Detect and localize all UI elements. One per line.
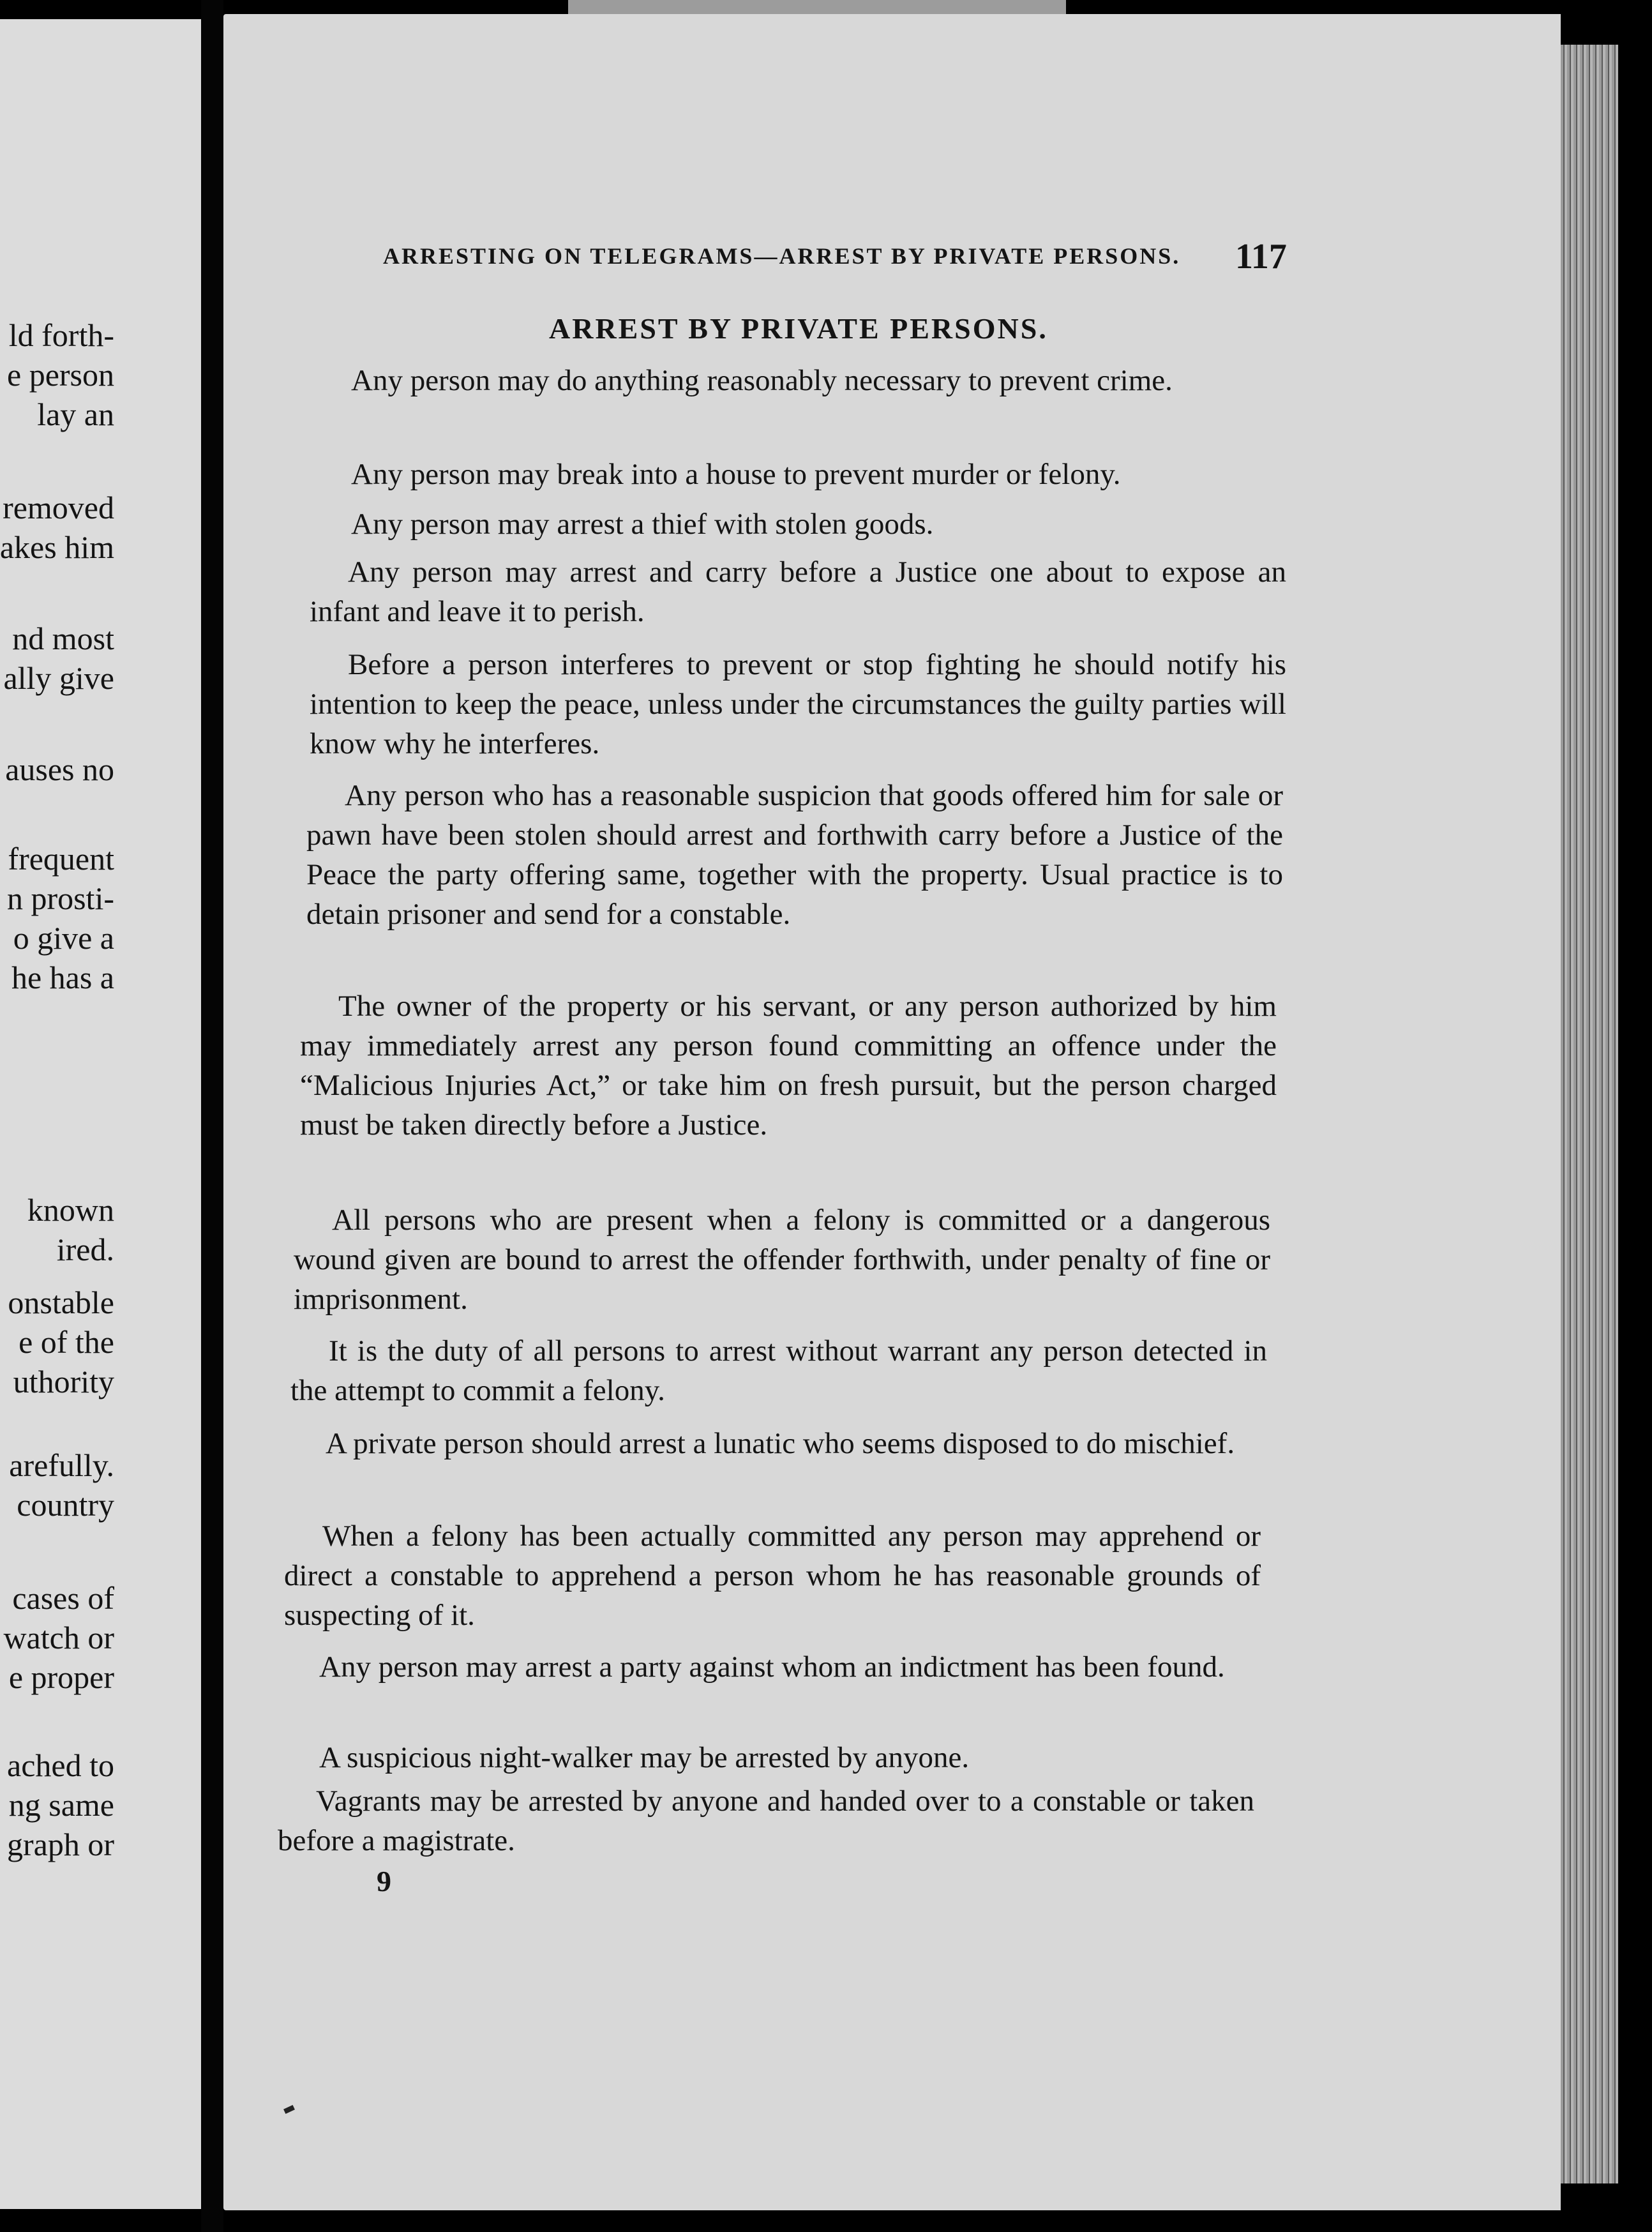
paragraph: A suspicious night-walker may be arrested by anyone. [319, 1741, 970, 1774]
paragraph: Any person who has a reasonable suspicion that goods offered him for sale or pawn have been stolen should arrest and forthwith carry before a Justice of the Peace the party offering same, together with the property. Usual practice is to detain prisoner and send for a constable. [306, 779, 1283, 931]
left-fragment-line: ired. [56, 1232, 114, 1267]
left-fragment-line: country [17, 1487, 114, 1523]
paragraph: It is the duty of all persons to arrest without warrant any person detected in the attempt to commit a felony. [290, 1334, 1267, 1407]
left-fragment-line: e proper [8, 1659, 114, 1695]
paragraph: The owner of the property or his servant, or any person authorized by him may immediately arrest any person found committing an offence under the “Malicious Injuries Act,” or take him on fresh pursuit, but the person charged must be taken directly before a Justice. [300, 990, 1277, 1142]
running-head: ARRESTING ON TELEGRAMS—ARREST BY PRIVATE PERSONS. [383, 243, 1181, 269]
paragraph: Before a person interferes to prevent or stop fighting he should notify his intention to keep the peace, unless under the circumstances the guilty parties will know why he interferes. [310, 648, 1286, 760]
left-fragment-line: cases of [12, 1580, 114, 1616]
section-title: ARREST BY PRIVATE PERSONS. [549, 312, 1048, 345]
left-fragment-line: he has a [11, 960, 114, 995]
left-fragment-line: nd most [12, 621, 114, 656]
left-fragment-line: lay an [37, 396, 114, 432]
paragraph: Any person may arrest and carry before a Justice one about to expose an infant and leave it to perish. [310, 555, 1286, 628]
paragraph: Vagrants may be arrested by anyone and handed over to a constable or taken before a magistrate. [278, 1784, 1254, 1857]
page-edge-stack [1561, 45, 1618, 2183]
left-fragment-line: ld forth- [8, 317, 114, 353]
paragraph: Any person may arrest a party against whom an indictment has been found. [319, 1650, 1225, 1684]
left-fragment-line: ally give [3, 660, 114, 696]
folio-signature: 9 [377, 1865, 391, 1897]
left-fragment-line: auses no [5, 751, 114, 787]
left-fragment-line: watch or [3, 1620, 114, 1655]
paragraph: All persons who are present when a felony is committed or a dangerous wound given are bound to arrest the offender forthwith, under penalty of fine or imprisonment. [294, 1203, 1270, 1316]
left-fragment-line: n prosti- [6, 880, 114, 916]
left-fragment-line: removed [3, 490, 114, 525]
left-fragment-line: graph or [7, 1827, 114, 1862]
left-fragment-line: akes him [0, 529, 114, 565]
page-number: 117 [1235, 237, 1287, 276]
left-fragment-line: known [27, 1192, 114, 1228]
book-gutter [201, 0, 223, 2232]
left-fragment-line: arefully. [9, 1447, 114, 1483]
left-fragment-line: ached to [7, 1747, 114, 1783]
left-page-fragment [0, 19, 205, 2209]
paragraph: A private person should arrest a lunatic who seems disposed to do mischief. [326, 1427, 1235, 1460]
left-fragment-line: uthority [13, 1364, 114, 1399]
left-fragment-line: e person [7, 357, 114, 393]
paragraph: Any person may do anything reasonably necessary to prevent crime. [351, 364, 1173, 397]
left-fragment-line: e of the [19, 1324, 114, 1360]
left-fragment-line: o give a [13, 920, 114, 956]
left-fragment-line: onstable [8, 1285, 114, 1320]
paragraph: When a felony has been actually committed any person may apprehend or direct a constable to apprehend a person whom he has reasonable grounds of suspecting of it. [284, 1519, 1261, 1632]
left-fragment-line: ng same [8, 1787, 114, 1823]
paragraph: Any person may break into a house to prevent murder or felony. [351, 458, 1121, 491]
paragraph: Any person may arrest a thief with stolen goods. [351, 508, 934, 541]
left-fragment-line: frequent [8, 841, 114, 877]
